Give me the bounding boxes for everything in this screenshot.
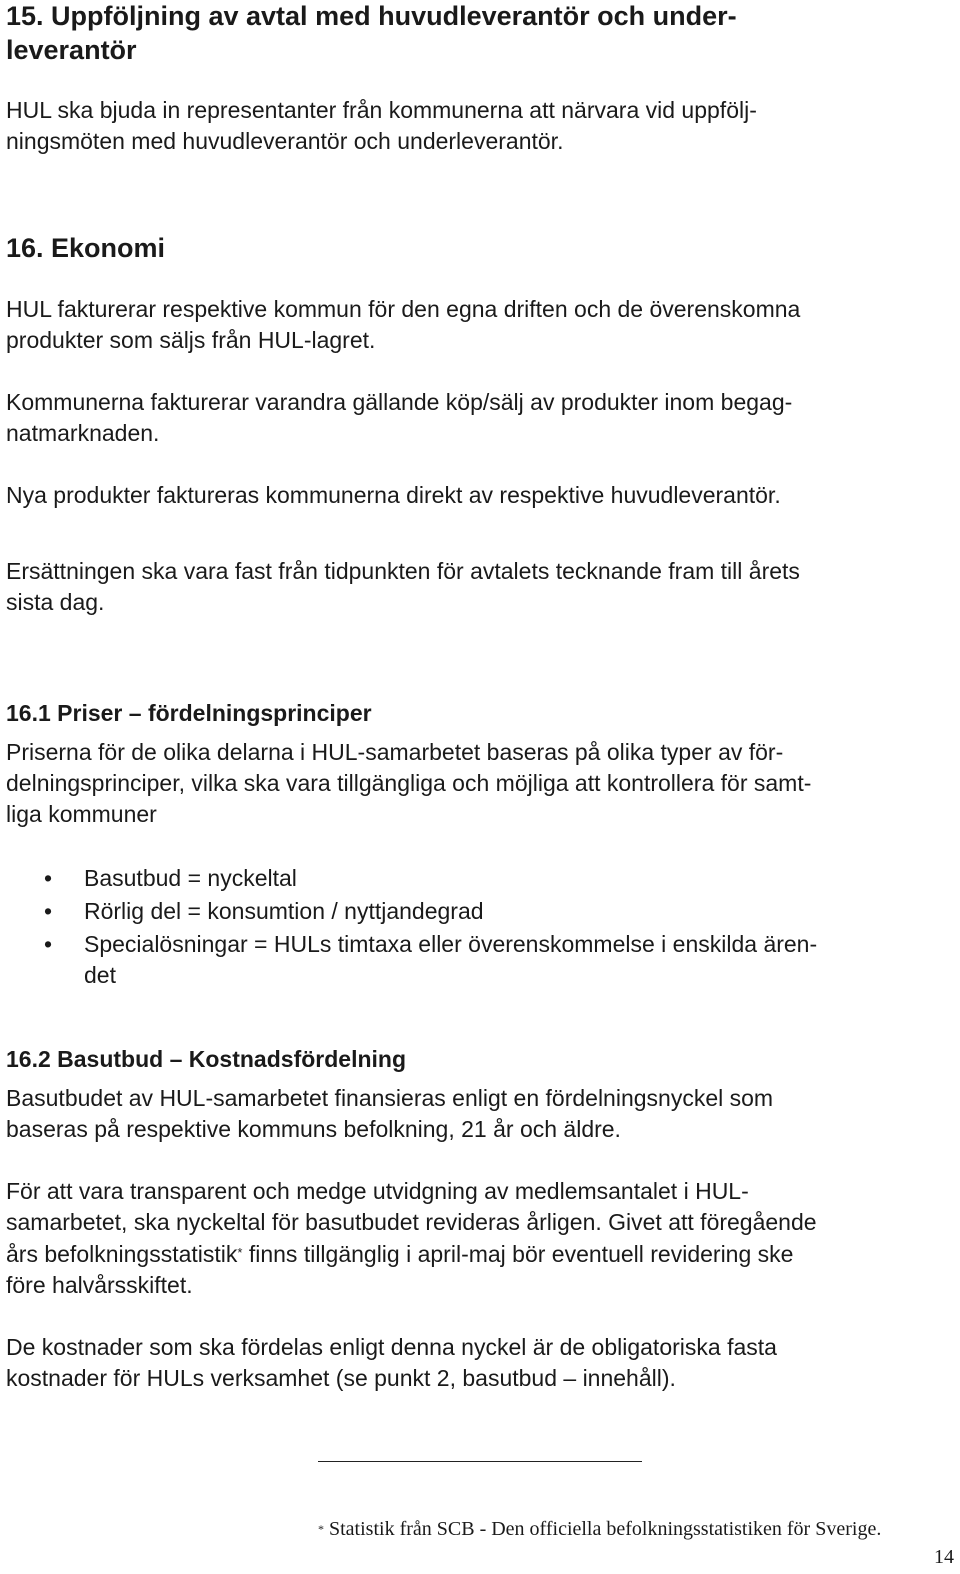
section-16-2-paragraph-1-line-1: Basutbudet av HUL-samarbetet finansieras enligt en fördelningsnyckel som — [6, 1085, 774, 1111]
section-16-paragraph-4-line-2: sista dag. — [6, 589, 105, 615]
section-15-paragraph-line-2: ningsmöten med huvudleverantör och underleverantör. — [6, 128, 564, 154]
section-16-2-paragraph-3-line-1: De kostnader som ska fördelas enligt denna nyckel är de obligatoriska fasta — [6, 1334, 777, 1360]
section-16-2-paragraph-2-line-2: samarbetet, ska nyckeltal för basutbudet revideras årligen. Givet att föregående — [6, 1209, 817, 1235]
text-fragment: finns tillgänglig i april-maj bör eventuell revidering ske — [242, 1241, 794, 1267]
section-16-2-paragraph-3-line-2: kostnader för HULs verksamhet (se punkt 2, basutbud – innehåll). — [6, 1365, 676, 1391]
section-16-1-paragraph-line-2: delningsprinciper, vilka ska vara tillgängliga och möjliga att kontrollera för samt- — [6, 770, 812, 796]
text-fragment: års befolkningsstatistik — [6, 1241, 238, 1267]
section-16-2-title: 16.2 Basutbud – Kostnadsfördelning — [6, 1046, 406, 1072]
section-16-1-paragraph-line-1: Priserna för de olika delarna i HUL-samarbetet baseras på olika typer av för- — [6, 739, 784, 765]
section-16-1-title: 16.1 Priser – fördelningsprinciper — [6, 700, 372, 726]
section-15-paragraph-line-1: HUL ska bjuda in representanter från kommunerna att närvara vid uppfölj- — [6, 97, 757, 123]
section-16-paragraph-4-line-1: Ersättningen ska vara fast från tidpunkten för avtalets tecknande fram till årets — [6, 558, 800, 584]
section-16-2-paragraph-2-line-1: För att vara transparent och medge utvidgning av medlemsantalet i HUL- — [6, 1178, 749, 1204]
bullet-marker: • — [44, 931, 53, 957]
section-16-2-paragraph-1-line-2: baseras på respektive kommuns befolkning, 21 år och äldre. — [6, 1116, 621, 1142]
bullet-item-specialosningar-line-1: Specialösningar = HULs timtaxa eller överenskommelse i enskilda ären- — [84, 931, 818, 957]
bullet-marker: • — [44, 898, 53, 924]
section-16-paragraph-1-line-2: produkter som säljs från HUL-lagret. — [6, 327, 376, 353]
footnote-text: Statistik från SCB - Den officiella befolkningsstatistiken för Sverige. — [324, 1518, 882, 1540]
footnote-mark: * — [318, 1522, 324, 1536]
page-number: 14 — [934, 1546, 954, 1568]
section-16-1-paragraph-line-3: liga kommuner — [6, 801, 157, 827]
section-16-paragraph-1-line-1: HUL fakturerar respektive kommun för den egna driften och de överenskomna — [6, 296, 801, 322]
bullet-marker: • — [44, 865, 53, 891]
section-15-title-line-1: 15. Uppföljning av avtal med huvudleverantör och under- — [6, 1, 737, 31]
footnote-divider — [318, 1461, 642, 1462]
section-16-title: 16. Ekonomi — [6, 233, 166, 263]
footnote — [318, 1516, 881, 1542]
section-16-2-paragraph-2-line-3 — [6, 1239, 793, 1270]
bullet-item-basutbud: Basutbud = nyckeltal — [84, 865, 297, 891]
section-16-paragraph-2-line-1: Kommunerna fakturerar varandra gällande köp/sälj av produkter inom begag- — [6, 389, 793, 415]
footnote-reference-mark: * — [237, 1245, 243, 1260]
bullet-item-specialosningar-line-2: det — [84, 962, 116, 988]
bullet-item-rorlig-del: Rörlig del = konsumtion / nyttjandegrad — [84, 898, 484, 924]
section-16-paragraph-3-line-1: Nya produkter faktureras kommunerna direkt av respektive huvudleverantör. — [6, 482, 781, 508]
section-16-2-paragraph-2-line-4: före halvårsskiftet. — [6, 1272, 193, 1298]
section-15-title-line-2: leverantör — [6, 35, 137, 65]
section-16-paragraph-2-line-2: natmarknaden. — [6, 420, 160, 446]
